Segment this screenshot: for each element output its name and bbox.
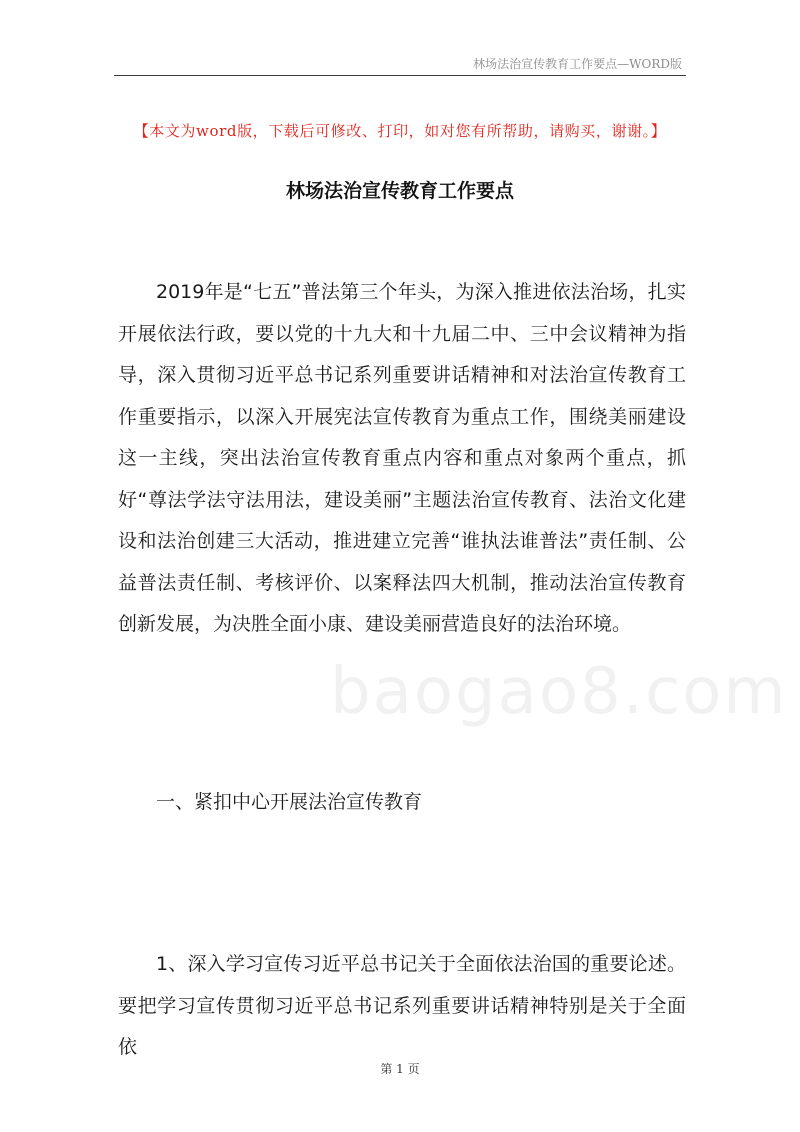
header-title: 林场法治宣传教育工作要点—WORD版 (473, 57, 682, 71)
document-title: 林场法治宣传教育工作要点 (285, 180, 514, 202)
purchase-notice: 【本文为word版，下载后可修改、打印，如对您有所帮助，请购买，谢谢。】 (133, 122, 667, 140)
page-number: 第 1 页 (380, 1062, 420, 1076)
item-1-paragraph: 1、深入学习宣传习近平总书记关于全面依法治国的重要论述。要把学习宣传贯彻习近平总书记系列重要讲话精神特别是关于全面依 (118, 953, 686, 1058)
intro-paragraph: 2019年是“七五”普法第三个年头，为深入推进依法治场，扎实开展依法行政，要以党的十九大和十九届二中、三中会议精神为指导，深入贯彻习近平总书记系列重要讲话精神和对法治宣传教育工作重要指示，以深入开展宪法宣传教育为重点工作，围绕美丽建设这一主线，突出法治宣传教育重点内容和重点对象两个重点，抓好“尊法学法守法用法，建设美丽”主题法治宣传教育、法治文化建设和法治创建三大活动，推进建立完善“谁执法谁普法”责任制、公益普法责任制、考核评价、以案释法四大机制，推动法治宣传教育创新发展，为决胜全面小康、建设美丽营造良好的法治环境。 (118, 281, 686, 635)
section-heading: 一、紧扣中心开展法治宣传教育 (156, 791, 423, 813)
watermark: baogao8.com (330, 655, 788, 729)
header-divider (114, 75, 686, 76)
